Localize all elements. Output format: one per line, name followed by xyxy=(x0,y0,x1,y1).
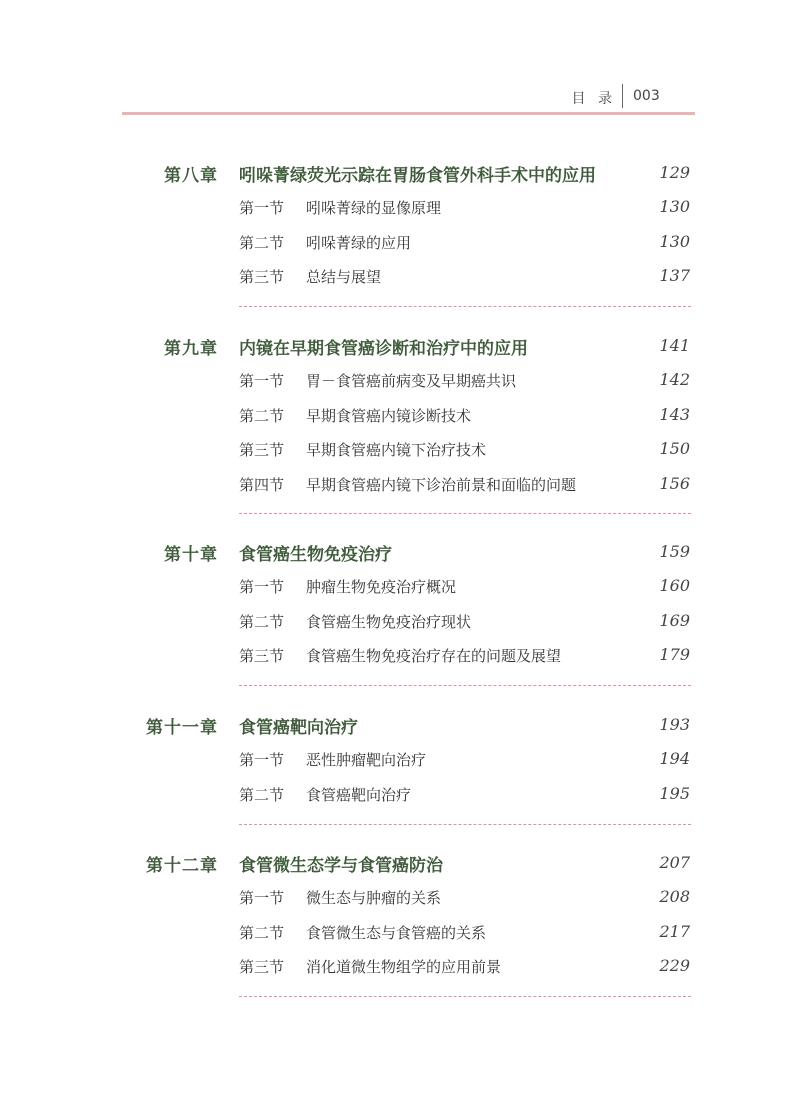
section-page: 130 xyxy=(659,197,690,216)
chapter-title: 食管癌生物免疫治疗 xyxy=(239,545,392,565)
chapter-number: 第十章 xyxy=(164,545,218,565)
section-entry[interactable] xyxy=(0,568,800,603)
section-entry[interactable] xyxy=(0,776,800,811)
chapter-page: 129 xyxy=(659,163,690,182)
section-title: 早期食管癌内镜诊断技术 xyxy=(306,406,472,425)
chapter-11 xyxy=(0,707,800,810)
chapter-title: 食管微生态学与食管癌防治 xyxy=(239,856,443,876)
chapter-heading[interactable] xyxy=(0,707,800,741)
chapter-10 xyxy=(0,534,800,672)
section-page: 130 xyxy=(659,231,690,251)
header-page-number: 003 xyxy=(633,88,660,104)
section-entry[interactable] xyxy=(0,914,800,949)
chapter-heading[interactable] xyxy=(0,328,800,362)
section-title: 食管癌生物免疫治疗存在的问题及展望 xyxy=(306,647,562,665)
section-page: 195 xyxy=(659,783,690,803)
chapter-number: 第十二章 xyxy=(146,856,218,876)
section-entry[interactable] xyxy=(0,466,800,501)
section-title: 消化道微生物组学的应用前景 xyxy=(306,958,502,976)
chapter-number: 第十一章 xyxy=(146,718,218,738)
chapter-page: 141 xyxy=(659,336,690,355)
chapter-title: 食管癌靶向治疗 xyxy=(239,718,358,738)
section-title: 肿瘤生物免疫治疗概况 xyxy=(306,578,457,596)
chapter-number: 第八章 xyxy=(164,166,218,186)
section-title: 吲哚菁绿的显像原理 xyxy=(306,199,442,217)
section-number: 第二节 xyxy=(239,785,285,804)
section-page: 143 xyxy=(659,404,690,424)
chapter-9 xyxy=(0,328,800,500)
chapter-number: 第九章 xyxy=(164,339,218,359)
chapter-page: 193 xyxy=(659,715,690,734)
chapter-divider xyxy=(239,685,691,686)
section-entry[interactable] xyxy=(0,879,800,914)
section-title: 胃－食管癌前病变及早期癌共识 xyxy=(306,372,517,390)
section-entry[interactable] xyxy=(0,948,800,983)
section-entry[interactable] xyxy=(0,224,800,259)
chapter-divider xyxy=(239,513,691,514)
section-title: 微生态与肿瘤的关系 xyxy=(306,889,442,907)
section-page: 169 xyxy=(659,610,690,630)
section-entry[interactable] xyxy=(0,397,800,432)
section-entry[interactable] xyxy=(0,637,800,672)
section-number: 第一节 xyxy=(239,751,285,769)
section-number: 第三节 xyxy=(239,958,285,976)
chapter-title: 吲哚菁绿荧光示踪在胃肠食管外科手术中的应用 xyxy=(239,166,596,186)
chapter-divider xyxy=(239,306,691,307)
chapter-divider xyxy=(239,996,691,997)
section-entry[interactable] xyxy=(0,741,800,776)
section-entry[interactable] xyxy=(0,431,800,466)
chapter-title: 内镜在早期食管癌诊断和治疗中的应用 xyxy=(239,339,528,359)
section-page: 208 xyxy=(659,887,690,906)
section-number: 第二节 xyxy=(239,406,285,425)
section-page: 179 xyxy=(659,645,690,664)
section-entry[interactable] xyxy=(0,603,800,638)
chapter-heading[interactable] xyxy=(0,155,800,189)
section-number: 第二节 xyxy=(239,612,285,631)
section-title: 早期食管癌内镜下诊治前景和面临的问题 xyxy=(306,475,577,494)
section-entry[interactable] xyxy=(0,189,800,224)
section-number: 第一节 xyxy=(239,578,285,596)
section-page: 194 xyxy=(659,749,690,768)
section-number: 第三节 xyxy=(239,268,285,286)
header-title: 目 录 xyxy=(571,91,616,107)
chapter-heading[interactable] xyxy=(0,534,800,568)
chapter-page: 159 xyxy=(659,542,690,561)
chapter-12 xyxy=(0,845,800,983)
section-page: 137 xyxy=(659,266,690,285)
section-number: 第二节 xyxy=(239,233,285,252)
chapter-heading[interactable] xyxy=(0,845,800,879)
chapter-page: 207 xyxy=(659,853,690,872)
section-number: 第二节 xyxy=(239,923,285,942)
section-number: 第一节 xyxy=(239,372,285,390)
section-page: 160 xyxy=(659,576,690,595)
section-number: 第四节 xyxy=(239,475,285,494)
section-page: 217 xyxy=(659,921,690,941)
section-title: 食管微生态与食管癌的关系 xyxy=(306,923,487,942)
chapter-8 xyxy=(0,155,800,293)
section-entry[interactable] xyxy=(0,362,800,397)
section-entry[interactable] xyxy=(0,258,800,293)
section-title: 食管癌靶向治疗 xyxy=(306,785,412,804)
section-page: 142 xyxy=(659,370,690,389)
section-number: 第三节 xyxy=(239,441,285,459)
section-title: 总结与展望 xyxy=(306,268,382,286)
section-title: 早期食管癌内镜下治疗技术 xyxy=(306,441,487,459)
section-title: 吲哚菁绿的应用 xyxy=(306,233,412,252)
section-page: 150 xyxy=(659,439,690,458)
section-number: 第三节 xyxy=(239,647,285,665)
chapter-divider xyxy=(239,824,691,825)
section-title: 食管癌生物免疫治疗现状 xyxy=(306,612,472,631)
section-page: 229 xyxy=(659,956,690,975)
section-title: 恶性肿瘤靶向治疗 xyxy=(306,751,427,769)
section-number: 第一节 xyxy=(239,199,285,217)
section-page: 156 xyxy=(659,473,690,493)
section-number: 第一节 xyxy=(239,889,285,907)
